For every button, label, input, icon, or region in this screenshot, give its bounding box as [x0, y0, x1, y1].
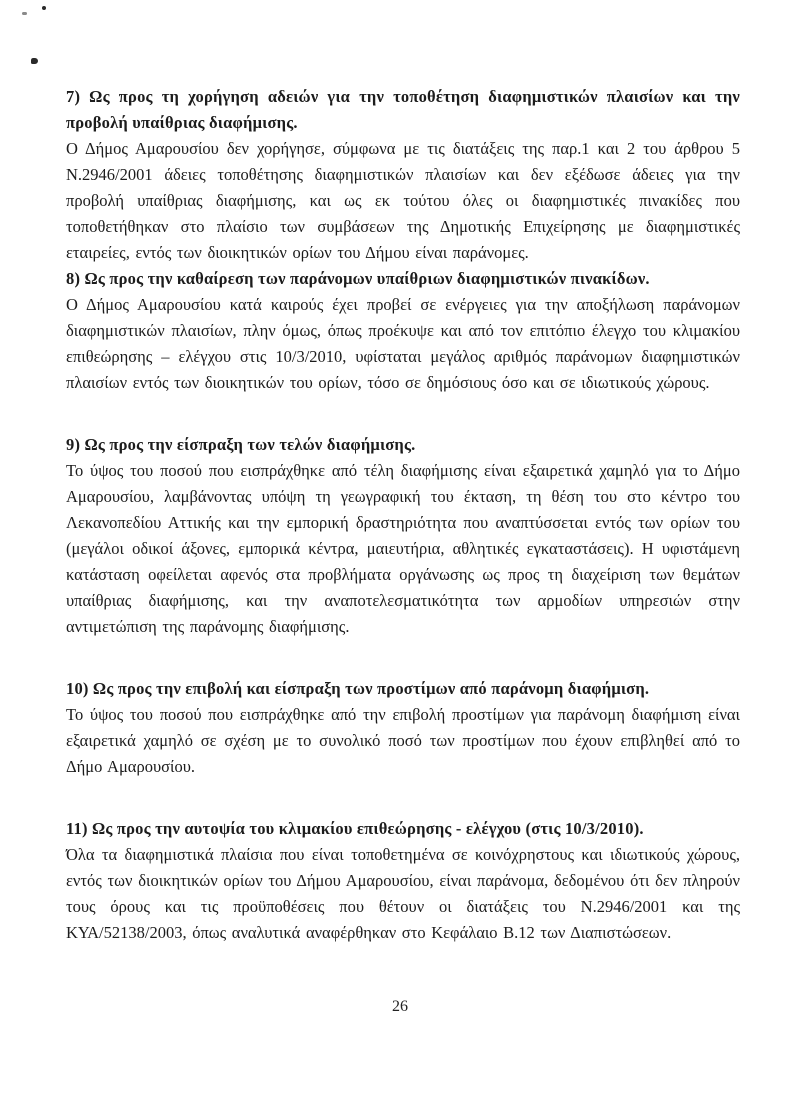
- section-8-body: Ο Δήμος Αμαρουσίου κατά καιρούς έχει προβεί σε ενέργειες για την αποξήλωση παράνομων διαφημιστικών πλαισίων, πλην όμως, όπως προέκυψε και από τον επιτόπιο έλεγχο του κλιμακίου επιθεώρησης – ελέγχου στις 10/3/2010, υφίσταται μεγάλος αριθμός παράνομων διαφημιστικών πλαισίων εντός των διοικητικών του ορίων, τόσο σε δημόσιους όσο και σε ιδιωτικούς χώρους.: [66, 295, 740, 392]
- section-9-body: Το ύψος του ποσού που εισπράχθηκε από τέλη διαφήμισης είναι εξαιρετικά χαμηλό για το Δήμο Αμαρουσίου, λαμβάνοντας υπόψη τη γεωγραφική του έκταση, τη θέση του στο κέντρο του Λεκανοπεδίου Αττικής και την εμπορική δραστηριότητα που αναπτύσσεται εντός των ορίων του (μεγάλοι οδικοί άξονες, εμπορικά κέντρα, μαιευτήρια, αθλητικές εγκαταστάσεις). Η υφιστάμενη κατάσταση οφείλεται αφενός στα προβλήματα οργάνωσης ως προς τη διαχείριση των θεμάτων υπαίθριας διαφήμισης, και την αναποτελεσματικότητα των αρμοδίων υπηρεσιών στην αντιμετώπιση της παράνομης διαφήμισης.: [66, 461, 740, 636]
- scan-ink-speck: [31, 58, 38, 64]
- document-body: [66, 84, 740, 946]
- section-8-heading: 8) Ως προς την καθαίρεση των παράνομων υπαίθριων διαφημιστικών πινακίδων.: [66, 269, 650, 288]
- section-10: [66, 676, 740, 780]
- section-8: [66, 266, 740, 396]
- section-9-heading: 9) Ως προς την είσπραξη των τελών διαφήμισης.: [66, 435, 416, 454]
- section-9: [66, 432, 740, 640]
- section-11: [66, 816, 740, 946]
- page-number: 26: [392, 998, 408, 1015]
- section-11-body: Όλα τα διαφημιστικά πλαίσια που είναι τοποθετημένα σε κοινόχρηστους και ιδιωτικούς χώρους, εντός των διοικητικών ορίων του Δήμου Αμαρουσίου, είναι παράνομα, δεδομένου ότι δεν πληρούν τους όρους και τις προϋποθέσεις που θέτουν οι διατάξεις του Ν.2946/2001 και της ΚΥΑ/52138/2003, όπως αναλυτικά αναφέρθηκαν στο Κεφάλαιο Β.12 των Διαπιστώσεων.: [66, 845, 740, 942]
- section-10-heading: 10) Ως προς την επιβολή και είσπραξη των προστίμων από παράνομη διαφήμιση.: [66, 679, 650, 698]
- scan-ink-speck: [42, 6, 46, 10]
- section-7-body: Ο Δήμος Αμαρουσίου δεν χορήγησε, σύμφωνα με τις διατάξεις της παρ.1 και 2 του άρθρου 5 Ν.2946/2001 άδειες τοποθέτησης διαφημιστικών πλαισίων και δεν εξέδωσε άδειες για την προβολή υπαίθριας διαφήμισης, και ως εκ τούτου όλες οι διαφημιστικές πινακίδες που τοποθετήθηκαν στο πλαίσιο των συμβάσεων της Δημοτικής Επιχείρησης με διαφημιστικές εταιρείες, εντός των διοικητικών ορίων του Δήμου είναι παράνομες.: [66, 139, 740, 262]
- section-11-heading: 11) Ως προς την αυτοψία του κλιμακίου επιθεώρησης - ελέγχου (στις 10/3/2010).: [66, 819, 644, 838]
- section-7-heading: 7) Ως προς τη χορήγηση αδειών για την τοποθέτηση διαφημιστικών πλαισίων και την προβολή υπαίθριας διαφήμισης.: [66, 87, 740, 132]
- section-10-body: Το ύψος του ποσού που εισπράχθηκε από την επιβολή προστίμων για παράνομη διαφήμιση είναι εξαιρετικά χαμηλό σε σχέση με το συνολικό ποσό των προστίμων που έχουν επιβληθεί από το Δήμο Αμαρουσίου.: [66, 705, 740, 776]
- scan-ink-speck: [22, 12, 27, 15]
- section-7: [66, 84, 740, 266]
